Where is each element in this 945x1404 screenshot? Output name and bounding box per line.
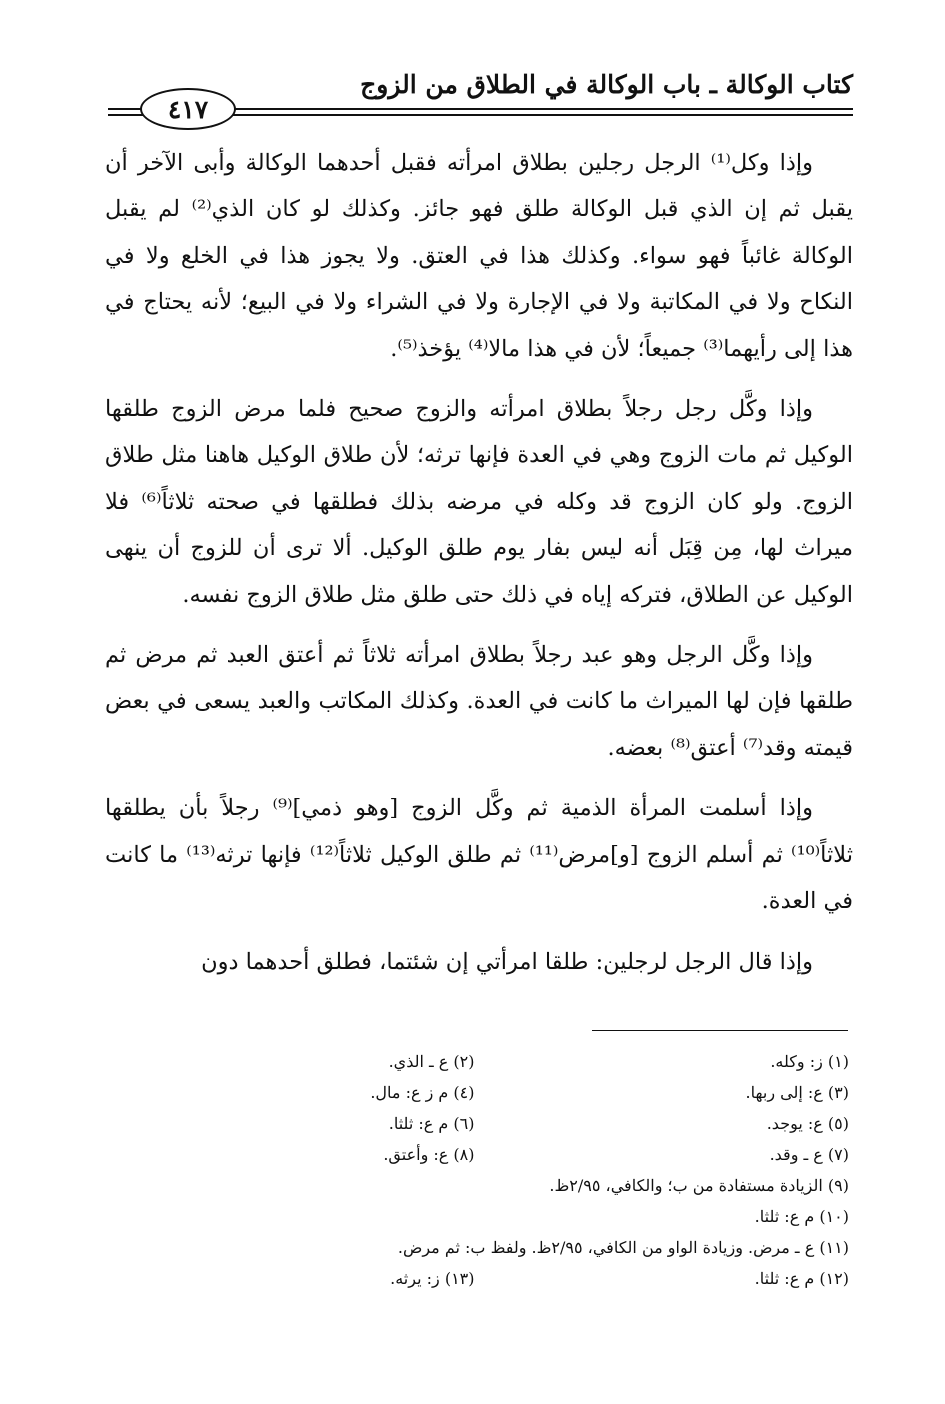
footnote-7: (٧) ع ـ وقد. xyxy=(769,1145,849,1164)
footnote-13: (١٣) ز: يرثه. xyxy=(390,1269,475,1288)
footnote-10: (١٠) م ع: ثلثا. xyxy=(754,1207,849,1226)
paragraph: وإذا أسلمت المرأة الذمية ثم وكَّل الزوج [وهو ذمي]⁽⁹⁾ رجلاً بأن يطلقها ثلاثاً⁽¹⁰⁾ ثم أسلم الزوج [و]مرض⁽¹¹⁾ ثم طلق الوكيل ثلاثاً⁽¹²⁾ فإنها ترثه⁽¹³⁾ ما كانت في العدة. xyxy=(105,795,853,915)
footnote-11: (١١) ع ـ مرض. وزيادة الواو من الكافي، ٢/٩٥ظ. ولفظ ب: ثم مرض. xyxy=(397,1238,849,1257)
footnote-5: (٥) ع: يوجد. xyxy=(766,1114,849,1133)
footnote-8: (٨) ع: وأعتق. xyxy=(383,1145,475,1164)
footnotes xyxy=(100,1046,849,1294)
footnote-4: (٤) م ز ع: مال. xyxy=(370,1083,475,1102)
paragraph: وإذا وكَّل الرجل وهو عبد رجلاً بطلاق امرأته ثلاثاً ثم أعتق العبد ثم مرض ثم طلقها فإن لها الميراث ما كانت في العدة. وكذلك المكاتب والعبد يسعى في بعض قيمته وقد⁽⁷⁾ أعتق⁽⁸⁾ بعضه. xyxy=(105,642,853,761)
footnote-12: (١٢) م ع: ثلثا. xyxy=(754,1269,849,1288)
running-header-title: كتاب الوكالة ـ باب الوكالة في الطلاق من الزوج xyxy=(360,70,853,99)
paragraph: وإذا وكَّل رجل رجلاً بطلاق امرأته والزوج صحيح فلما مرض الزوج طلقها الوكيل ثم مات الزوج وهي في العدة فإنها ترثه؛ لأن طلاق الوكيل هاهنا مثل طلاق الزوج. ولو كان الزوج قد وكله في مرضه بذلك فطلقها في صحته ثلاثاً⁽⁶⁾ فلا ميراث لها، مِن قِبَل أنه ليس بفار يوم طلق الوكيل. ألا ترى أن للزوج أن ينهى الوكيل عن الطلاق، فتركه إياه في ذلك حتى طلق مثل طلاق الزوج نفسه. xyxy=(105,396,854,608)
paragraph: وإذا قال الرجل لرجلين: طلقا امرأتي إن شئتما، فطلق أحدهما دون xyxy=(201,948,813,975)
footnote-9: (٩) الزيادة مستفادة من ب؛ والكافي، ٢/٩٥ظ. xyxy=(549,1176,849,1195)
footnote-1: (١) ز: وكله. xyxy=(770,1052,849,1071)
page-number: ٤١٧ xyxy=(140,88,236,130)
footnote-6: (٦) م ع: ثلثا. xyxy=(388,1114,475,1133)
main-text xyxy=(105,140,853,999)
footnote-separator xyxy=(592,1030,848,1031)
paragraph: وإذا وكل⁽¹⁾ الرجل رجلين بطلاق امرأته فقبل أحدهما الوكالة وأبى الآخر أن يقبل ثم إن الذي قبل الوكالة طلق فهو جائز. وكذلك لو كان الذي⁽²⁾ لم يقبل الوكالة غائباً فهو سواء. وكذلك هذا في العتق. ولا يجوز هذا في الخلع ولا في النكاح ولا في المكاتبة ولا في الإجارة ولا في الشراء ولا في البيع؛ لأنه يحتاج في هذا إلى رأيهما⁽³⁾ جميعاً؛ لأن في هذا مالا⁽⁴⁾ يؤخذ⁽⁵⁾. xyxy=(105,150,853,362)
footnote-3: (٣) ع: إلى ربها. xyxy=(745,1083,849,1102)
footnote-2: (٢) ع ـ الذي. xyxy=(388,1052,475,1071)
